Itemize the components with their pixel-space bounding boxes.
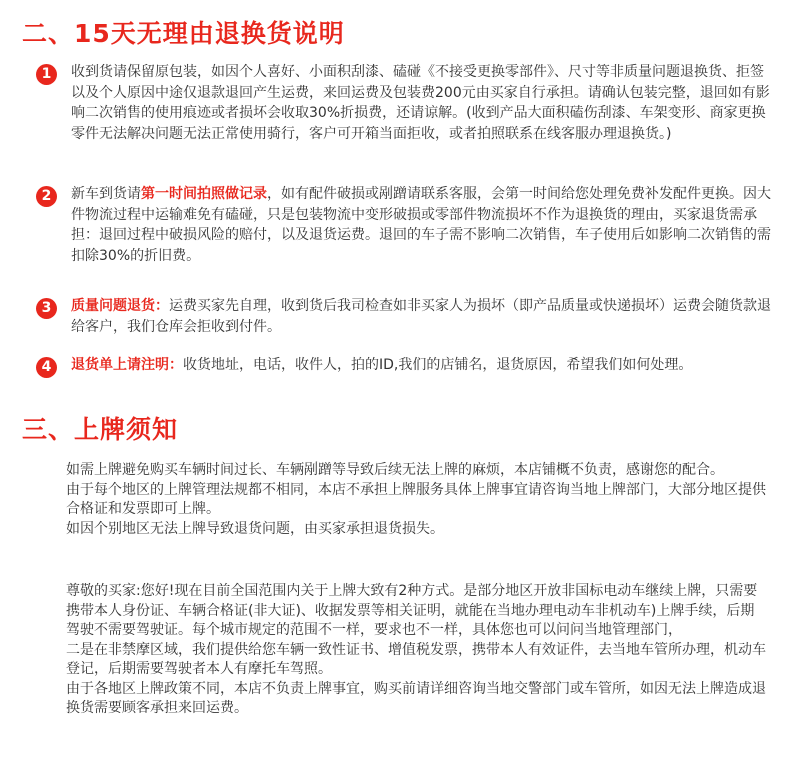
registration-notice-line-1: 如需上牌避免购买车辆时间过长、车辆剐蹭等导致后续无法上牌的麻烦，本店铺概不负责，感谢您的配合。 xyxy=(66,462,724,478)
return-item-2-prefix: 新车到货请 xyxy=(71,186,141,202)
registration-methods-line-3: 由于各地区上牌政策不同，本店不负责上牌事宜，购买前请详细咨询当地交警部门或车管所，如因无法上牌造成退换货需要顾客承担来回运费。 xyxy=(66,680,766,716)
return-item-2-text xyxy=(71,184,776,266)
registration-notice xyxy=(66,461,766,539)
number-badge-4: 4 xyxy=(36,357,57,378)
number-badge-3: 3 xyxy=(36,298,57,319)
return-item-2-body: ，如有配件破损或剐蹭请联系客服，会第一时间给您处理免费补发配件更换。因大件物流过程中运输难免有磕碰，只是包装物流中变形破损或零部件物流损坏不作为退换货的理由，买家退货需承担：退回过程中破损风险的赔付，以及退货运费。退回的车子需不影响二次销售，车子使用后如影响二次销售的需扣除30%的折旧费。 xyxy=(71,186,771,264)
return-item-3-text xyxy=(71,296,776,337)
return-item-3-highlight: 质量问题退货： xyxy=(71,298,169,314)
number-badge-2: 2 xyxy=(36,186,57,207)
registration-notice-line-3: 如因个别地区无法上牌导致退货问题，由买家承担退货损失。 xyxy=(66,520,444,537)
return-item-4-body: 收货地址，电话，收件人，拍的ID,我们的店铺名，退货原因，希望我们如何处理。 xyxy=(183,357,693,373)
return-item-3 xyxy=(36,296,776,337)
return-item-4 xyxy=(36,355,776,378)
number-badge-1: 1 xyxy=(36,64,57,85)
registration-methods xyxy=(66,582,766,719)
return-item-2-highlight: 第一时间拍照做记录 xyxy=(141,186,267,202)
return-item-1 xyxy=(36,62,776,144)
registration-methods-line-2: 二是在非禁摩区域，我们提供给您车辆一致性证书、增值税发票，携带本人有效证件，去当地车管所办理，机动车登记，后期需要驾驶者本人有摩托车驾照。 xyxy=(66,641,766,677)
return-item-4-text xyxy=(71,355,776,378)
return-item-1-text: 收到货请保留原包装，如因个人喜好、小面积刮漆、磕碰《不接受更换零部件》、尺寸等非质量问题退换货、拒签以及个人原因中途仅退款退回产生运费，来回运费及包装费200元由买家自行承担。请确认包装完整，退回如有影响二次销售的使用痕迹或者损坏会收取30%折损费，还请谅解。(收到产品大面积磕伤刮漆、车架变形、商家更换零件无法解决问题无法正常使用骑行，客户可开箱当面拒收，或者拍照联系在线客服办理退换货。) xyxy=(71,64,770,142)
section-3-title: 三、上牌须知 xyxy=(22,415,179,444)
return-item-2 xyxy=(36,184,776,266)
return-item-4-highlight: 退货单上请注明： xyxy=(71,357,183,373)
registration-methods-line-1: 尊敬的买家:您好!现在目前全国范围内关于上牌大致有2种方式。是部分地区开放非国标电动车继续上牌，只需要携带本人身份证、车辆合格证(非大证)、收据发票等相关证明，就能在当地办理电动车非机动车)上牌手续，后期驾驶不需要驾驶证。每个城市规定的范围不一样，要求也不一样，具体您也可以问问当地管理部门， xyxy=(66,583,758,638)
registration-notice-line-2: 由于每个地区的上牌管理法规都不相同，本店不承担上牌服务具体上牌事宜请咨询当地上牌部门，大部分地区提供合格证和发票即可上牌。 xyxy=(66,481,766,517)
section-2-title: 二、15天无理由退换货说明 xyxy=(22,19,345,48)
return-item-3-body: 运费买家先自理，收到货后我司检查如非买家人为损坏（即产品质量或快递损坏）运费会随货款退给客户，我们仓库会拒收到付件。 xyxy=(71,298,771,335)
